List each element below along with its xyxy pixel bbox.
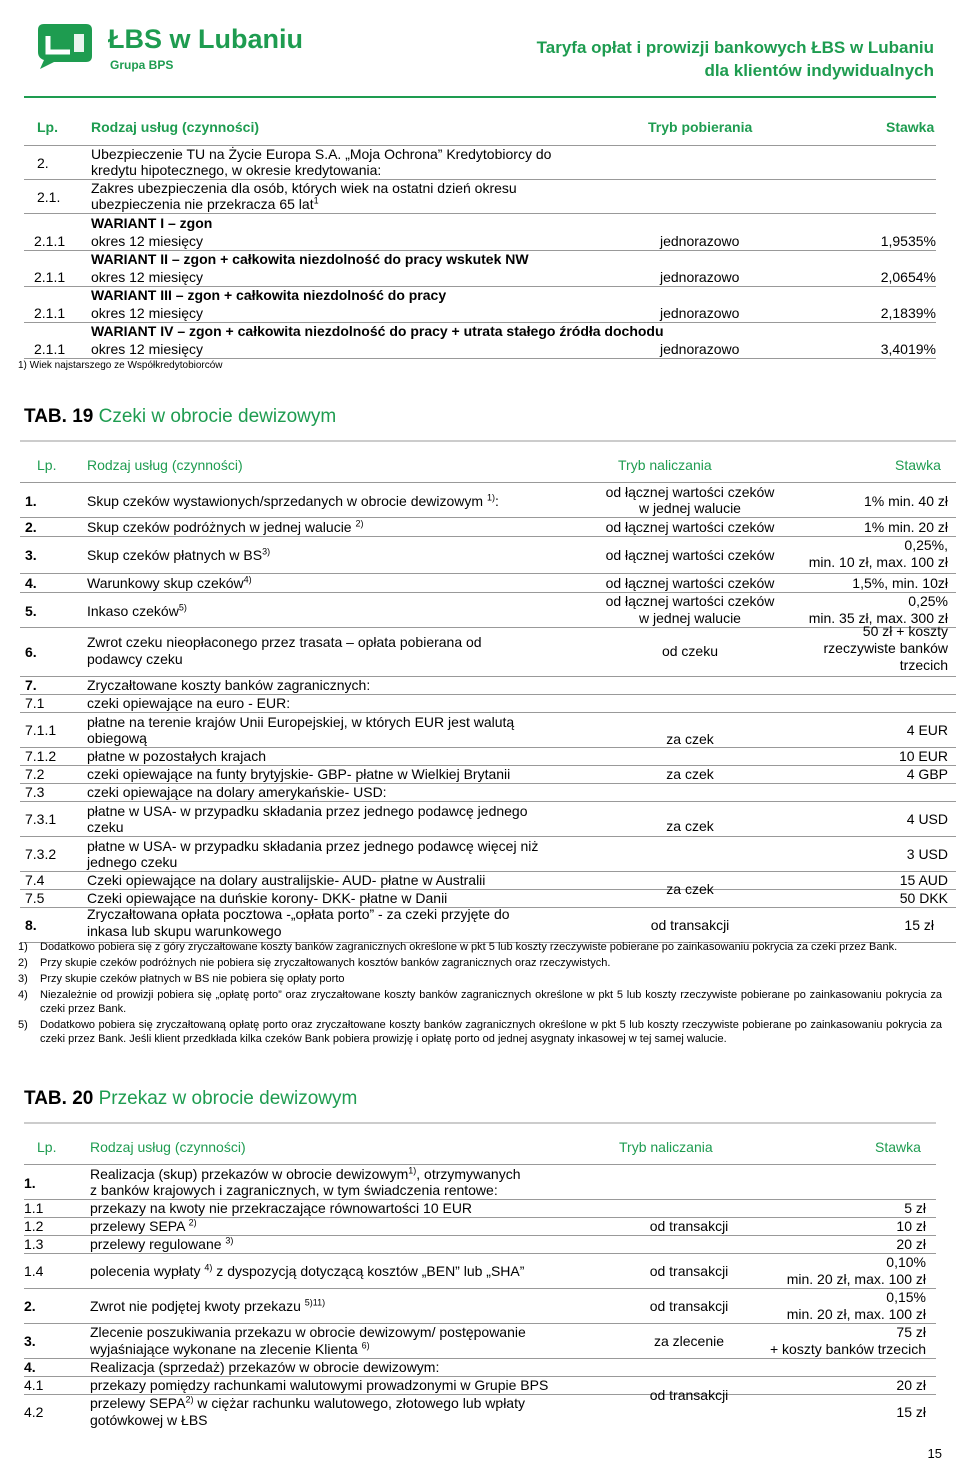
row-desc-colon: : (494, 493, 499, 509)
row-desc-line1: Realizacja (skup) przekazów w obrocie dewizowym (90, 1166, 409, 1182)
row-rate-line1: 0,25% (908, 593, 948, 609)
row-rate: 1,9535% (880, 233, 936, 249)
row-mode: od łącznej wartości czeków (605, 519, 775, 535)
row-lp: 7.2 (25, 766, 45, 782)
row-desc: okres 12 miesięcy (91, 233, 204, 249)
table-row (20, 713, 956, 748)
col-mode: Tryb naliczania (619, 1139, 713, 1155)
footnote-ref: 3) (225, 1235, 234, 1246)
row-mode: jednorazowo (660, 233, 740, 249)
row-mode: za czek (666, 818, 714, 834)
table-row (20, 574, 956, 593)
row-desc-line2: inkasa lub skupu warunkowego (87, 923, 282, 939)
col-mode: Tryb naliczania (618, 457, 712, 473)
table-row (20, 872, 956, 890)
row-rate-line1: 0,10% (886, 1254, 926, 1270)
row-lp: 2.1.1 (34, 233, 66, 249)
row-rate: 15 zł (904, 917, 934, 933)
row-lp: 7.5 (25, 890, 45, 906)
row-mode: od transakcji (649, 1387, 729, 1403)
table-row: 1. Realizacja (skup) przekazów w obrocie dewizowym$^{1)}$, otrzymywanych z banków krajowych i zagranicznych, w tym świadczenia rentowe: (24, 1166, 936, 1200)
header-rule (24, 96, 936, 98)
row-rate: 4 EUR (906, 722, 948, 738)
table-row (20, 677, 956, 695)
row-desc: okres 12 miesięcy (91, 305, 204, 321)
row-rate: 2,1839% (880, 305, 936, 321)
table-row (24, 1324, 936, 1359)
row-rate-line2: min. 20 zł, max. 100 zł (786, 1306, 926, 1322)
table-row (20, 748, 956, 766)
bank-logo-icon (34, 22, 100, 70)
footnote-ref: 2) (355, 518, 364, 529)
row-lp: 7.1.2 (25, 748, 57, 764)
row-desc-line2: wyjaśniające wykonane na zlecenie Klienta (90, 1341, 358, 1357)
row-mode: od czeku (661, 643, 719, 659)
table-row (20, 837, 956, 872)
row-lp: 5. (25, 603, 37, 619)
row-rate: 15 zł (896, 1404, 926, 1420)
tab19-table (20, 440, 956, 939)
row-rate: 1% min. 40 zł (863, 493, 948, 509)
footnote: 5) Dodatkowo pobiera się zryczałtowaną opłatę porto oraz zryczałtowane koszty banków zagranicznych określone w pkt 5 lub koszty rzeczywiste pobierane po zainkasowaniu pokrycia za czeki przez Bank. Jeśli klient przedkłada kilka czeków Bank pobiera prowizję i opłatę porto od jednej asygnaty inkasowej w tej samej walucie. (18, 1019, 942, 1045)
row-lp: 2. (37, 155, 49, 171)
footnote-ref: 1) (408, 1165, 417, 1176)
footnote: 3) Przy skupie czeków płatnych w BS nie pobiera się opłaty porto (18, 973, 345, 985)
row-mode: za czek (666, 766, 714, 782)
row-desc: okres 12 miesięcy (91, 341, 204, 357)
footnote-text: Przy skupie czeków podróżnych nie pobiera się zryczałtowanych kosztów banków zagranicznych oraz rzeczywistych. (40, 957, 611, 969)
tab19-title-text: Czeki w obrocie dewizowym (98, 406, 337, 427)
row-mode: od łącznej wartości czeków (605, 575, 775, 591)
variant-header (24, 250, 936, 268)
footnote-text: Przy skupie czeków płatnych w BS nie pobiera się opłaty porto (40, 973, 345, 985)
table-row (20, 766, 956, 784)
row-lp: 1.3 (24, 1236, 44, 1252)
row-lp: 8. (25, 917, 37, 933)
footnote-ref: 3) (262, 546, 271, 557)
row-desc: czeki opiewające na funty brytyjskie- GBP- płatne w Wielkiej Brytanii (87, 766, 511, 782)
col-service: Rodzaj usług (czynności) (87, 457, 243, 473)
row-lp: 2.1.1 (34, 269, 66, 285)
footnote-text: Dodatkowo pobiera się zryczałtowaną opłatę porto oraz zryczałtowane koszty banków zagranicznych określone w pkt 5 lub koszty rzeczywiste pobierane po zainkasowaniu pokrycia za czeki przez Bank. Jeśli klient przedkłada kilka czeków Bank pobiera prowizję i opłatę porto od jednej asygnaty inkasowej w tej samej walucie. (40, 1019, 942, 1045)
row-desc: Skup czeków podróżnych w jednej walucie (87, 519, 352, 535)
row-rate-line1: 0,15% (886, 1289, 926, 1305)
row-rate: 20 zł (896, 1377, 926, 1393)
row-mode: od łącznej wartości czeków (605, 547, 775, 563)
variant-name: WARIANT III – zgon + całkowita niezdolność do pracy (91, 287, 447, 303)
table-row (20, 695, 956, 713)
row-desc: przekazy na kwoty nie przekraczające równowartości 10 EUR (90, 1200, 473, 1216)
bank-group: Grupa BPS (110, 58, 174, 72)
table-row (20, 908, 956, 943)
table-header (20, 440, 956, 483)
row-rate: 10 EUR (898, 748, 948, 764)
table-row: 4.2 przelewy SEPA$^{2)}$ w ciężar rachunku walutowego, złotowego lub wpłaty gotówkowej w ŁBS 15 zł (24, 1394, 926, 1428)
row-lp: 7.1.1 (25, 722, 57, 738)
variant-name: WARIANT II – zgon + całkowita niezdolność do pracy wskutek NW (91, 251, 529, 267)
table-row (24, 1359, 936, 1377)
row-mode-line2: w jednej walucie (639, 500, 741, 516)
row-rate: 3 USD (906, 846, 948, 862)
row-lp: 4.2 (24, 1404, 44, 1420)
tab19-footnotes (18, 940, 942, 1046)
footnote-ref: 2) (188, 1217, 197, 1228)
row-mode: za zlecenie (653, 1333, 725, 1349)
row-rate: 10 zł (896, 1218, 926, 1234)
footnote-ref: 2) (185, 1394, 194, 1405)
row-desc: Warunkowy skup czeków (87, 575, 244, 591)
row-desc-line1: płatne w USA- w przypadku składania przez jednego podawcę więcej niż (87, 838, 539, 854)
tab19-label: TAB. 19 (24, 406, 94, 427)
row-lp: 2.1.1 (34, 341, 66, 357)
row-lp: 2. (24, 1298, 36, 1314)
row-desc: Realizacja (sprzedaż) przekazów w obrocie dewizowym: (90, 1359, 440, 1375)
row-rate-line1: 50 zł + koszty (862, 623, 948, 639)
row-desc: płatne w pozostałych krajach (87, 748, 266, 764)
row-desc-line1: Ubezpieczenie TU na Życie Europa S.A. „Moja Ochrona” Kredytobiorcy do (91, 146, 552, 162)
col-service: Rodzaj usług (czynności) (91, 119, 260, 135)
row-lp: 1.1 (24, 1200, 44, 1216)
table-header (24, 115, 936, 146)
row-rate: 5 zł (904, 1200, 926, 1216)
row-lp: 3. (25, 547, 37, 563)
row-rate: 50 DKK (899, 890, 948, 906)
table-row (24, 1289, 936, 1324)
row-desc: polecenia wypłaty (90, 1263, 201, 1279)
row-desc: czeki opiewające na dolary amerykańskie- USD: (87, 784, 387, 800)
row-desc: przekazy pomiędzy rachunkami walutowymi prowadzonymi w Grupie BPS (90, 1377, 549, 1393)
row-desc-line2: jednego czeku (87, 854, 178, 870)
row-mode: od transakcji (649, 1298, 729, 1314)
tab20-table (24, 1122, 936, 1428)
footnote-ref: 4) (204, 1262, 213, 1273)
table-row (20, 518, 956, 537)
row-desc: Skup czeków płatnych w BS (87, 547, 263, 563)
page-number: 15 (927, 1446, 942, 1461)
row-mode: za czek (666, 731, 714, 747)
footnote-ref: 6) (361, 1340, 370, 1351)
row-desc-line2: ubezpieczenia nie przekracza 65 lat (91, 196, 314, 212)
row-desc-line2: czeku (87, 819, 124, 835)
col-lp: Lp. (37, 457, 57, 473)
row-desc: okres 12 miesięcy (91, 269, 204, 285)
row-desc: Inkaso czeków (87, 603, 179, 619)
footnote: 1) Dodatkowo pobiera się z góry zryczałtowane koszty banków zagranicznych określone w pkt 5 lub koszty rzeczywiste pobierane po zainkasowaniu pokrycia za czeki przez Bank. (18, 941, 898, 953)
row-lp: 6. (25, 644, 37, 660)
table-row (24, 1200, 936, 1218)
row-mode: za czek (666, 881, 714, 897)
footnote-ref: 4) (243, 574, 252, 585)
footnote-ref: 5) (178, 602, 187, 613)
row-desc: Czeki opiewające na duńskie korony- DKK- płatne w Danii (87, 890, 448, 906)
table-row (20, 623, 956, 677)
tab20-title (24, 1088, 357, 1110)
row-rate-line2: min. 20 zł, max. 100 zł (786, 1271, 926, 1287)
document-title-line1: Taryfa opłat i prowizji bankowych ŁBS w Lubaniu (536, 38, 934, 57)
row-rate: 1,5%, min. 10zł (852, 575, 948, 591)
row-rate-line2: min. 35 zł, max. 300 zł (808, 610, 948, 626)
table-row (20, 802, 956, 837)
col-lp: Lp. (37, 1139, 57, 1155)
row-lp: 1.2 (24, 1218, 44, 1234)
row-lp: 7.3 (25, 784, 45, 800)
tab20-label: TAB. 20 (24, 1088, 94, 1109)
row-desc-line1: przelewy SEPA (90, 1395, 186, 1411)
row-desc: Skup czeków wystawionych/sprzedanych w obrocie dewizowym (87, 493, 484, 509)
col-service: Rodzaj usług (czynności) (90, 1139, 246, 1155)
row-mode-line1: od łącznej wartości czeków (605, 484, 775, 500)
row-lp: 1.4 (24, 1263, 44, 1279)
row-rate-line2: + koszty banków trzecich (769, 1341, 926, 1357)
row-rate-line2: rzeczywiste banków (823, 640, 948, 656)
col-mode: Tryb pobierania (648, 119, 753, 135)
row-lp: 4.1 (24, 1377, 44, 1393)
row-mode: jednorazowo (660, 341, 740, 357)
table-row (20, 537, 956, 574)
row-desc-line1: Zakres ubezpieczenia dla osób, których wiek na ostatni dzień okresu (91, 180, 517, 196)
row-rate: 20 zł (896, 1236, 926, 1252)
row-lp: 7.3.2 (25, 846, 57, 862)
row-mode: jednorazowo (660, 269, 740, 285)
footnote-text: Niezależnie od prowizji pobiera się „opłatę porto” oraz zryczałtowane koszty banków zagranicznych określone w pkt 5 lub koszty rzeczywiste pobierane po zainkasowaniu pokrycia za czeki przez Bank. (40, 989, 942, 1015)
table-row (24, 180, 936, 214)
table-row (24, 340, 936, 359)
col-rate: Stawka (875, 1139, 921, 1155)
row-mode: od transakcji (649, 1218, 729, 1234)
row-lp: 7.1 (25, 695, 45, 711)
row-rate-line1: 75 zł (896, 1324, 926, 1340)
footnote-text: Dodatkowo pobiera się z góry zryczałtowane koszty banków zagranicznych określone w pkt 5 lub koszty rzeczywiste pobierane po zainkasowaniu pokrycia za czeki przez Bank. (40, 941, 898, 953)
row-lp: 3. (24, 1333, 36, 1349)
table-row (20, 593, 956, 628)
row-desc-line1: Zryczałtowana opłata pocztowa -„opłata porto” - za czeki przyjęte do (87, 906, 510, 922)
row-rate: 1% min. 20 zł (863, 519, 948, 535)
table-row (24, 146, 936, 180)
row-rate: 15 AUD (899, 872, 948, 888)
document-title-line2: dla klientów indywidualnych (704, 61, 934, 80)
row-lp: 4. (25, 575, 37, 591)
table-row: 1.4 polecenia wypłaty $^{4)}$ z dyspozycją dotyczącą kosztów „BEN” lub „SHA” od transakcji 0,10% min. 20 zł, max. 100 zł (24, 1254, 936, 1289)
insurance-table (18, 110, 936, 371)
row-mode-line2: w jednej walucie (639, 610, 741, 626)
tab20-title-text: Przekaz w obrocie dewizowym (98, 1088, 358, 1109)
footnote: 4) Niezależnie od prowizji pobiera się „opłatę porto” oraz zryczałtowane koszty banków zagranicznych określone w pkt 5 lub koszty rzeczywiste pobierane po zainkasowaniu pokrycia za czeki przez Bank. (18, 989, 942, 1015)
row-lp: 2.1. (37, 189, 61, 205)
table-row (24, 268, 936, 287)
row-rate: 2,0654% (880, 269, 936, 285)
page-header (0, 0, 960, 96)
table-footnote: 1) Wiek najstarszego ze Współkredytobiorców (18, 360, 223, 371)
footnote-ref: 1 (313, 195, 319, 206)
row-rate: 3,4019% (880, 341, 936, 357)
row-desc-line1: płatne w USA- w przypadku składania przez jednego podawcę jednego (87, 803, 528, 819)
bank-name: ŁBS w Lubaniu (108, 24, 303, 54)
document-title (537, 36, 934, 82)
row-rate: 4 USD (906, 811, 948, 827)
row-mode: jednorazowo (660, 305, 740, 321)
footnote-ref: 5)11) (304, 1297, 326, 1308)
col-rate: Stawka (895, 457, 941, 473)
row-rate: 4 GBP (906, 766, 948, 782)
variant-header (24, 214, 936, 232)
row-desc-line1: płatne na terenie krajów Unii Europejskiej, w których EUR jest walutą (87, 714, 515, 730)
row-rate-line2: min. 10 zł, max. 100 zł (808, 554, 948, 570)
row-mode: od transakcji (649, 1263, 729, 1279)
row-lp: 4. (24, 1359, 36, 1375)
variant-name: WARIANT I – zgon (91, 215, 213, 231)
table-row (24, 1236, 936, 1254)
row-lp: 1. (25, 493, 37, 509)
row-lp: 2.1.1 (34, 305, 66, 321)
row-desc: Zryczałtowane koszty banków zagranicznych: (87, 677, 371, 693)
footnote: 2) Przy skupie czeków podróżnych nie pobiera się zryczałtowanych kosztów banków zagranicznych oraz rzeczywistych. (18, 957, 611, 969)
row-rate-line3: trzecich (899, 657, 948, 673)
variant-name: WARIANT IV – zgon + całkowita niezdolność do pracy + utrata stałego źródła dochodu (91, 323, 664, 339)
row-rate-line1: 0,25%, (904, 537, 948, 553)
col-lp: Lp. (37, 119, 58, 135)
row-desc: przelewy SEPA (90, 1218, 185, 1234)
table-header (24, 1122, 936, 1165)
table-row (24, 232, 936, 251)
row-lp: 2. (25, 519, 37, 535)
row-desc-line2: obiegową (87, 730, 147, 746)
variant-header (24, 322, 936, 340)
row-lp: 7.3.1 (25, 811, 57, 827)
row-lp: 7. (25, 677, 37, 693)
table-row (24, 304, 936, 323)
row-desc: przelewy regulowane (90, 1236, 222, 1252)
row-desc-line2: gotówkowej w ŁBS (90, 1412, 208, 1428)
variant-header (24, 286, 936, 304)
row-lp: 7.4 (25, 872, 45, 888)
row-desc-line1: Zlecenie poszukiwania przekazu w obrocie dewizowym/ postępowanie (90, 1324, 526, 1340)
row-desc-line2: podawcy czeku (87, 651, 183, 667)
footnote-ref: 1) (486, 492, 495, 503)
row-mode: od transakcji (650, 917, 730, 933)
row-desc-line2: kredytu hipotecznego, w okresie kredytowania: (91, 162, 382, 178)
row-desc: Czeki opiewające na dolary australijskie- AUD- płatne w Australii (87, 872, 486, 888)
tab19-title (24, 406, 336, 428)
col-rate: Stawka (886, 119, 935, 135)
row-desc-line1: Zwrot czeku nieopłaconego przez trasata – opłata pobierana od (87, 634, 482, 650)
table-row (20, 484, 956, 518)
table-row (20, 784, 956, 802)
row-mode-line1: od łącznej wartości czeków (605, 593, 775, 609)
row-desc: czeki opiewające na euro - EUR: (87, 695, 291, 711)
row-lp: 1. (24, 1175, 36, 1191)
row-desc: Zwrot nie podjętej kwoty przekazu (90, 1298, 301, 1314)
row-desc-line2: z banków krajowych i zagranicznych, w tym świadczenia rentowe: (90, 1182, 498, 1198)
